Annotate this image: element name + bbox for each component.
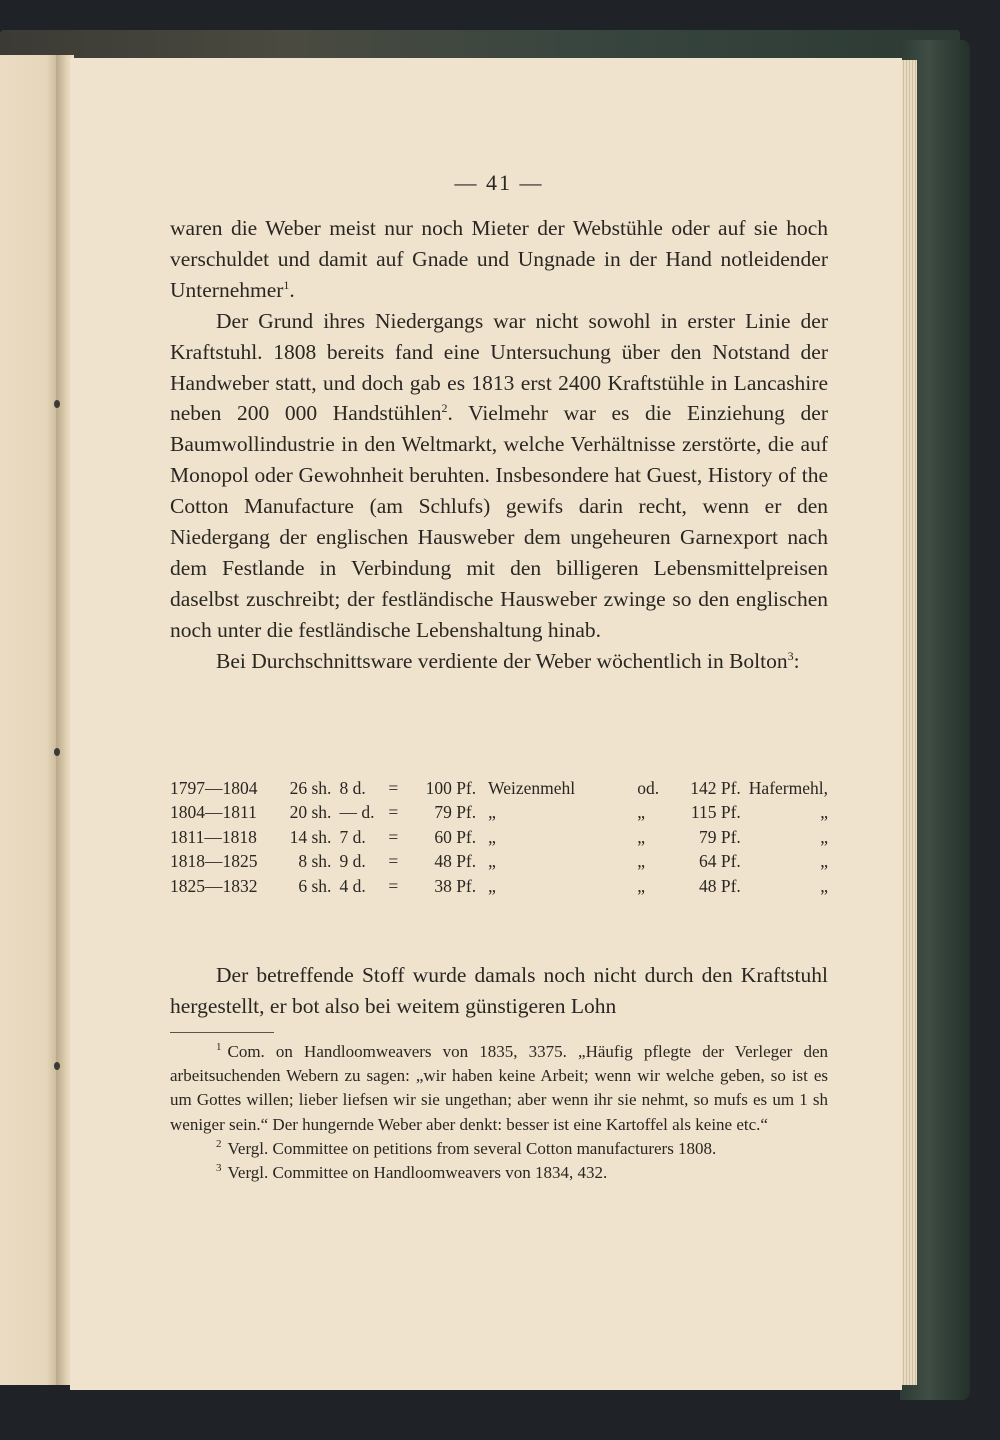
main-text-continued [170,963,828,1022]
footnote-divider [170,1032,274,1033]
wheat-flour-cell: „ [488,851,496,872]
footnote [170,1137,828,1161]
footnote-ref: 3 [787,648,794,663]
footnotes [170,1040,828,1185]
equals-cell: = [388,802,399,823]
equals-cell: = [388,851,399,872]
shillings-cell: 20 sh. [289,802,332,823]
footnote-ref: 2 [441,401,448,416]
pounds-cell: 38 Pf. [434,875,477,896]
table-row [170,801,828,826]
wheat-flour-cell: Weizenmehl [488,777,576,798]
pence-cell: 4 d. [339,875,366,896]
punctuation: : [793,648,800,673]
pence-cell: 8 d. [339,777,366,798]
oat-pounds-cell: 79 Pf. [698,826,741,847]
oat-pounds-cell: 48 Pf. [698,875,741,896]
binding-mark [54,1062,60,1070]
period-cell: 1825—1832 [170,875,258,896]
footnote-text: Vergl. Committee on Handloomweavers von 1834, 432. [227,1163,608,1183]
shillings-cell: 26 sh. [289,777,332,798]
pounds-cell: 48 Pf. [434,851,477,872]
or-cell: „ [637,826,645,847]
main-text [170,213,828,677]
paragraph-2 [170,306,828,646]
paragraph-text: Bei Durchschnittsware verdiente der Weber wöchentlich in Bolton [216,648,788,673]
or-cell: od. [637,777,660,798]
left-page-edge [0,55,58,1385]
equals-cell: = [388,826,399,847]
footnote-text: Vergl. Committee on petitions from several Cotton manufacturers 1808. [227,1138,717,1158]
period-cell: 1818—1825 [170,851,258,872]
book-page [70,58,902,1390]
shillings-cell: 6 sh. [298,875,332,896]
footnote-ref: 1 [283,277,290,292]
page-number: — 41 — [454,170,544,195]
footnote [170,1161,828,1185]
equals-cell: = [388,777,399,798]
wheat-flour-cell: „ [488,875,496,896]
oat-flour-cell: „ [820,851,828,872]
or-cell: „ [637,875,645,896]
paragraph-4: Der betreffende Stoff wurde damals noch nicht durch den Kraftstuhl hergestellt, er bot also bei weitem günstigeren Lohn [170,963,828,1018]
oat-flour-cell: „ [820,875,828,896]
binding-mark [54,400,60,408]
pence-cell: — d. [339,802,375,823]
shillings-cell: 14 sh. [289,826,332,847]
equals-cell: = [388,875,399,896]
period-cell: 1811—1818 [170,826,257,847]
footnote-text: Com. on Handloomweavers von 1835, 3375. „Häufig pflegte der Verleger den arbeitsuchenden Webern zu sagen: „wir haben keine Arbeit; wenn wir welche geben, so ist es um Gottes willen; lieber liefsen wir sie ungethan; aber wenn ihr sie nehmt, so mufs es um 1 sh weniger sein.“ Der hungernde Weber aber denkt: besser ist eine Kartoffel als keine etc.“ [170,1042,828,1134]
pounds-cell: 79 Pf. [434,802,477,823]
oat-pounds-cell: 115 Pf. [690,802,741,823]
or-cell: „ [637,802,645,823]
punctuation: . [289,277,295,302]
wheat-flour-cell: „ [488,826,496,847]
table-row [170,776,828,801]
oat-flour-cell: Hafermehl, [748,777,828,798]
table-row [170,825,828,850]
period-cell: 1797—1804 [170,777,258,798]
oat-pounds-cell: 142 Pf. [690,777,741,798]
shillings-cell: 8 sh. [298,851,332,872]
period-cell: 1804—1811 [170,802,257,823]
oat-pounds-cell: 64 Pf. [698,851,741,872]
footnote [170,1040,828,1137]
footnote-mark: 2 [216,1138,222,1151]
table-row [170,874,828,899]
footnote-mark: 1 [216,1041,222,1054]
pence-cell: 9 d. [339,851,366,872]
paragraph-text: . Vielmehr war es die Einziehung der Baumwollindustrie in den Weltmarkt, welche Verhältnisse zerstörte, die auf Monopol oder Gewohnheit beruhten. Insbesondere hat Guest, History of the Cotton Manufacture (am Schlufs) gewifs darin recht, wenn er den Niedergang der englischen Hausweber dem ungeheuren Garnexport nach dem Festlande in Verbindung mit den billigeren Lebensmittelpreisen daselbst zuschreibt; der festländische Hausweber zwinge so den englischen noch unter die festländische Lebenshaltung hinab. [170,401,828,642]
paragraph-text: Der Grund ihres Niedergangs war nicht sowohl in erster Linie der Kraftstuhl. 1808 bereits fand eine Untersuchung über den Notstand der Handweber statt, und doch gab es 1813 erst 2400 Kraftstühle in Lancashire neben 200 000 Handstühlen [170,308,828,426]
paragraph-3 [170,646,828,677]
wheat-flour-cell: „ [488,802,496,823]
pounds-cell: 100 Pf. [425,777,477,798]
table-row [170,850,828,875]
pence-cell: 7 d. [339,826,366,847]
oat-flour-cell: „ [820,802,828,823]
or-cell: „ [637,851,645,872]
paragraph-1 [170,213,828,306]
pounds-cell: 60 Pf. [434,826,477,847]
wage-table [170,776,828,899]
paragraph-text: waren die Weber meist nur noch Mieter der Webstühle oder auf sie hoch verschuldet und damit auf Gnade und Ungnade in der Hand notleidender Unternehmer [170,216,828,302]
footnote-mark: 3 [216,1162,222,1175]
oat-flour-cell: „ [820,826,828,847]
binding-mark [54,748,60,756]
